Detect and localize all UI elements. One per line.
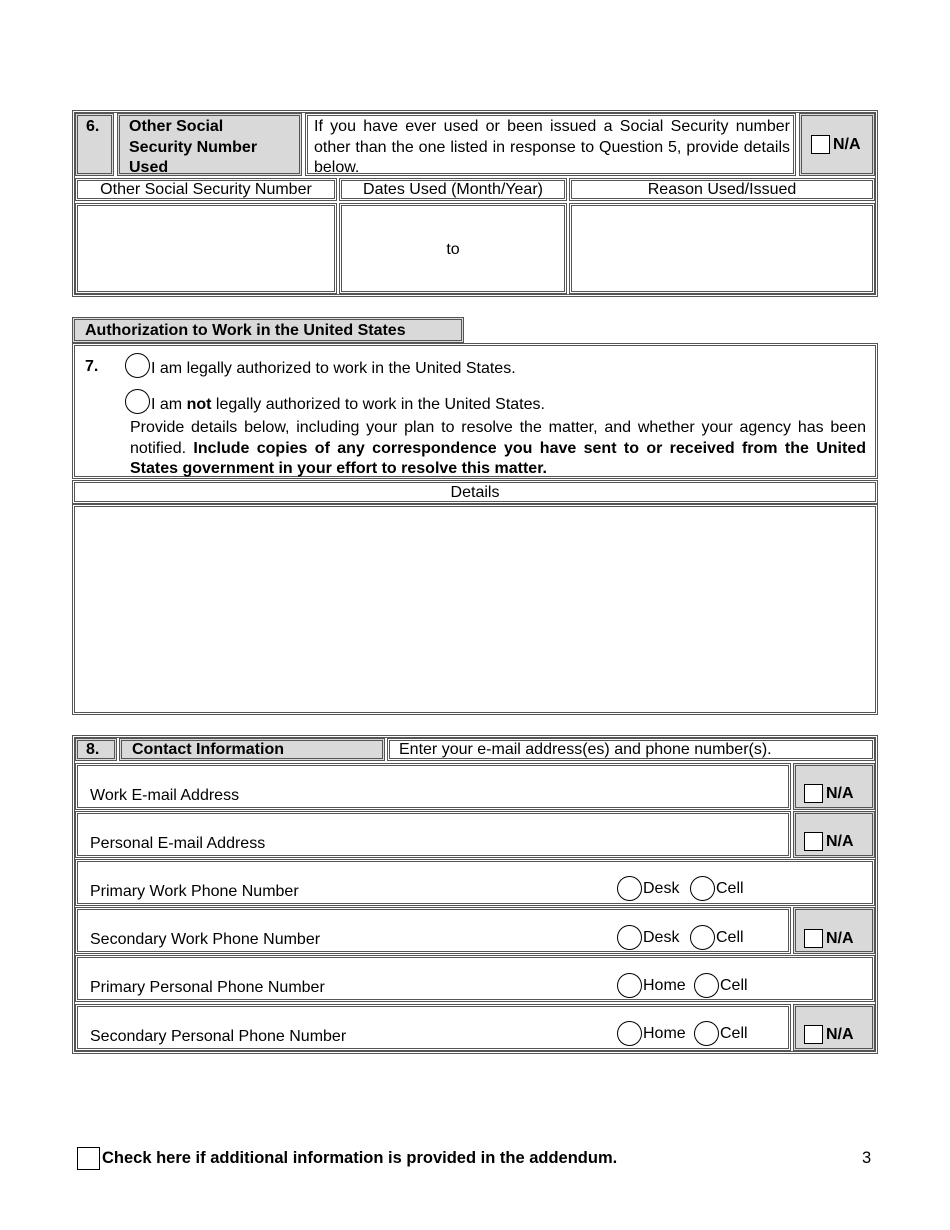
provide-text: Provide details below, including your plan to resolve the matter, and whether your agency has been notified. — [130, 419, 866, 457]
section-8-title: Contact Information — [132, 741, 284, 758]
section-7-header — [72, 317, 464, 343]
work-email-na[interactable] — [804, 784, 854, 803]
primary-work-phone-desk-option[interactable] — [617, 876, 679, 901]
secondary-personal-phone-na[interactable] — [804, 1025, 854, 1044]
personal-email-input[interactable] — [75, 811, 791, 858]
secondary-work-phone-cell-option[interactable] — [690, 925, 744, 950]
section-6-na-cell — [799, 113, 875, 176]
section-6-col-ssn-label: Other Social Security Number — [100, 181, 312, 198]
secondary-work-phone-desk-option[interactable] — [617, 925, 679, 950]
addendum-checkbox[interactable] — [77, 1147, 100, 1170]
personal-email-na[interactable] — [804, 832, 854, 851]
secondary-work-phone-cell-radio[interactable] — [690, 925, 715, 950]
primary-work-phone-label: Primary Work Phone Number — [90, 883, 299, 900]
secondary-personal-phone-na-label: N/A — [826, 1025, 854, 1043]
personal-email-label: Personal E-mail Address — [90, 835, 266, 852]
section-6-instructions: If you have ever used or been issued a Social Security number other than the one listed in response to Question 5, provide details below. — [314, 118, 790, 176]
section-6-na-checkbox[interactable] — [811, 135, 830, 154]
secondary-work-phone-na-cell — [793, 907, 875, 954]
section-6-col-ssn-header — [75, 178, 337, 201]
reason-used-input[interactable] — [569, 203, 875, 294]
section-6-col-dates-label: Dates Used (Month/Year) — [363, 181, 543, 198]
dates-to-label: to — [446, 241, 460, 258]
secondary-work-phone-label: Secondary Work Phone Number — [90, 931, 321, 948]
other-ssn-input[interactable] — [75, 203, 337, 294]
dates-used-input[interactable] — [339, 203, 567, 294]
page-number: 3 — [862, 1149, 872, 1167]
primary-personal-phone-cell-radio[interactable] — [694, 973, 719, 998]
primary-work-phone-desk-label: Desk — [643, 879, 680, 897]
details-header — [72, 480, 878, 504]
secondary-personal-phone-cell-label: Cell — [720, 1024, 748, 1042]
primary-work-phone-desk-radio[interactable] — [617, 876, 642, 901]
not-authorized-option[interactable] — [125, 389, 545, 414]
section-6-number: 6. — [86, 118, 100, 135]
secondary-personal-phone-na-cell — [793, 1004, 875, 1051]
work-email-na-checkbox[interactable] — [804, 784, 823, 803]
section-8-number: 8. — [86, 741, 100, 758]
section-6-number-cell — [75, 113, 114, 176]
section-6-col-reason-label: Reason Used/Issued — [647, 181, 797, 198]
primary-personal-phone-cell-label: Cell — [720, 976, 748, 994]
secondary-work-phone-na-checkbox[interactable] — [804, 929, 823, 948]
primary-work-phone-cell-option[interactable] — [690, 876, 744, 901]
section-7-provide-text — [130, 418, 866, 480]
primary-work-phone-cell-label: Cell — [716, 879, 744, 897]
details-label: Details — [450, 484, 500, 501]
secondary-work-phone-na[interactable] — [804, 929, 854, 948]
not-authorized-label-post: legally authorized to work in the United States. — [211, 395, 545, 413]
personal-email-na-checkbox[interactable] — [804, 832, 823, 851]
details-input[interactable] — [72, 504, 878, 715]
section-8-instructions: Enter your e-mail address(es) and phone number(s). — [399, 741, 772, 758]
personal-email-na-cell — [793, 811, 875, 858]
secondary-work-phone-desk-label: Desk — [643, 928, 680, 946]
not-authorized-radio[interactable] — [125, 389, 150, 414]
work-email-na-label: N/A — [826, 784, 854, 802]
section-6-col-dates-header — [339, 178, 567, 201]
secondary-work-phone-desk-radio[interactable] — [617, 925, 642, 950]
section-6-title-cell — [117, 113, 302, 176]
section-6-title: Other Social Security Number Used — [129, 118, 258, 176]
not-authorized-label — [151, 396, 545, 414]
secondary-work-phone-cell-label: Cell — [716, 928, 744, 946]
primary-personal-phone-input[interactable] — [75, 955, 875, 1002]
primary-personal-phone-home-option[interactable] — [617, 973, 686, 998]
section-8-instructions-cell — [387, 738, 875, 761]
addendum-option[interactable] — [77, 1147, 617, 1170]
secondary-personal-phone-home-radio[interactable] — [617, 1021, 642, 1046]
not-authorized-label-pre: I am — [151, 395, 187, 413]
not-authorized-label-bold: not — [186, 395, 212, 413]
secondary-work-phone-na-label: N/A — [826, 929, 854, 947]
secondary-personal-phone-input[interactable] — [75, 1004, 791, 1051]
personal-email-na-label: N/A — [826, 832, 854, 850]
section-7-number: 7. — [85, 358, 99, 375]
secondary-personal-phone-home-label: Home — [643, 1024, 686, 1042]
primary-work-phone-cell-radio[interactable] — [690, 876, 715, 901]
primary-personal-phone-cell-option[interactable] — [694, 973, 748, 998]
primary-work-phone-input[interactable] — [75, 859, 875, 906]
section-7-header-label: Authorization to Work in the United States — [85, 322, 406, 339]
secondary-personal-phone-cell-radio[interactable] — [694, 1021, 719, 1046]
work-email-na-cell — [793, 763, 875, 810]
section-6-na[interactable] — [811, 135, 861, 154]
authorized-label: I am legally authorized to work in the United States. — [151, 359, 516, 377]
secondary-work-phone-input[interactable] — [75, 907, 791, 954]
section-8-number-cell — [75, 738, 117, 761]
primary-personal-phone-home-label: Home — [643, 976, 686, 994]
authorized-option[interactable] — [125, 353, 516, 378]
secondary-personal-phone-label: Secondary Personal Phone Number — [90, 1028, 347, 1045]
secondary-personal-phone-cell-option[interactable] — [694, 1021, 748, 1046]
section-6-col-reason-header — [569, 178, 875, 201]
secondary-personal-phone-home-option[interactable] — [617, 1021, 686, 1046]
addendum-label: Check here if additional information is provided in the addendum. — [102, 1149, 618, 1167]
work-email-input[interactable] — [75, 763, 791, 810]
work-email-label: Work E-mail Address — [90, 787, 240, 804]
provide-text-bold: Include copies of any correspondence you have sent to or received from the United States government in your effort to resolve this matter. — [130, 439, 866, 477]
primary-personal-phone-label: Primary Personal Phone Number — [90, 979, 325, 996]
section-8-title-cell — [119, 738, 385, 761]
primary-personal-phone-home-radio[interactable] — [617, 973, 642, 998]
authorized-radio[interactable] — [125, 353, 150, 378]
section-6-na-label: N/A — [833, 135, 861, 153]
section-7-question — [72, 343, 878, 479]
secondary-personal-phone-na-checkbox[interactable] — [804, 1025, 823, 1044]
section-6-instructions-cell — [305, 113, 796, 176]
